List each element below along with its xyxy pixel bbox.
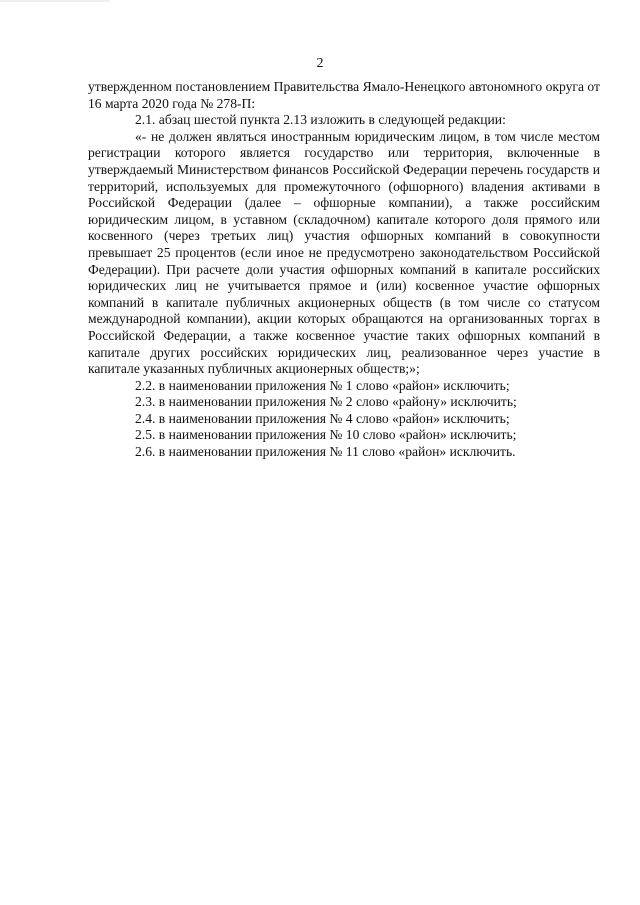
intro-paragraph: утвержденном постановлением Правительства Ямало-Ненецкого автономного округа от 16 марта 2020 года № 278-П:	[88, 79, 600, 111]
amendment-item-2-6: 2.6. в наименовании приложения № 11 слово «район» исключить.	[135, 444, 516, 460]
amendment-item-2-5: 2.5. в наименовании приложения № 10 слово «район» исключить;	[135, 427, 517, 443]
amendment-item-2-2: 2.2. в наименовании приложения № 1 слово «район» исключить;	[135, 377, 510, 393]
amendment-item-2-3: 2.3. в наименовании приложения № 2 слово «району» исключить;	[135, 394, 517, 410]
quoted-amendment-text: «- не должен являться иностранным юридическим лицом, в том числе местом регистрации которого является государство или территория, включенные в утверждаемый Министерством финансов Российской Федерации перечень государств и территорий, используемых для промежуточного (офшорного) владения активами в Российской Федерации (далее – офшорные компании), а также российским юридическим лицом, в уставном (складочном) капитале которого доля прямого или косвенного (через третьих лиц) участия офшорных компаний в совокупности превышает 25 процентов (если иное не предусмотрено законодательством Российской Федерации). При расчете доли участия офшорных компаний в капитале российских юридических лиц не учитывается прямое и (или) косвенное участие офшорных компаний в капитале публичных акционерных обществ (в том числе со статусом международной компании), акции которых обращаются на организованных торгах в Российской Федерации, а также косвенное участие таких офшорных компаний в капитале других российских юридических лиц, реализованное через участие в капитале указанных публичных акционерных обществ;»;	[88, 128, 600, 377]
amendment-item-2-4: 2.4. в наименовании приложения № 4 слово «район» исключить;	[135, 410, 510, 426]
document-body	[88, 79, 600, 461]
amendment-item-2-1: 2.1. абзац шестой пункта 2.13 изложить в следующей редакции:	[135, 112, 506, 128]
scan-edge-mark	[0, 0, 110, 2]
page-number: 2	[316, 56, 324, 71]
